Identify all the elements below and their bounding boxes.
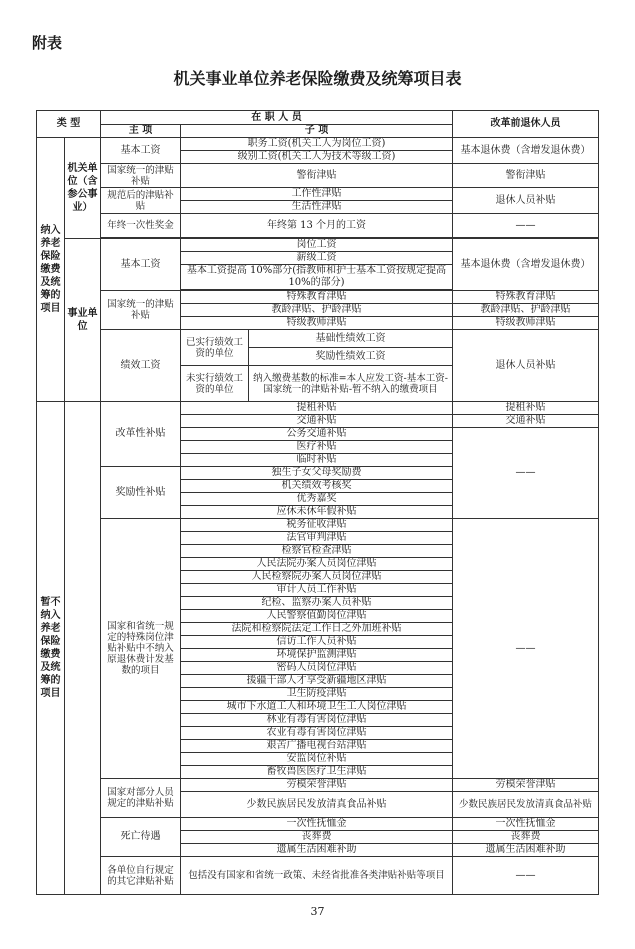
performance-retired: 退休人员补贴 [453, 330, 599, 402]
special-item: 林业有毒有害岗位津贴 [181, 714, 453, 727]
document-title: 机关事业单位养老保险缴费及统筹项目表 [173, 69, 462, 88]
halal-retired: 少数民族居民发放清真食品补贴 [453, 792, 599, 818]
special-item: 环境保护监测津贴 [181, 649, 453, 662]
special-teacher-retired: 特级教师津贴 [453, 317, 599, 330]
dash-retired: —— [453, 428, 599, 519]
inst-basic-wage: 基本工资 [101, 239, 181, 291]
reform-item: 医疗补贴 [181, 441, 453, 454]
reform-item: 交通补贴 [181, 415, 453, 428]
special-edu-retired: 特殊教育津贴 [453, 291, 599, 304]
survivor-subsidy: 遗属生活困难补助 [181, 844, 453, 857]
reward-item: 独生子女父母奖励费 [181, 467, 453, 480]
not-implemented-sub: 纳入缴费基数的标准=本人应发工资-基本工资-国家统一的津贴补贴-暂不纳入的缴费项目 [249, 366, 453, 402]
included-group-label: 纳入养老保险缴费及统筹的项目 [37, 138, 65, 402]
institution-group-label: 事业单位 [65, 239, 101, 402]
sub-item-header: 子 项 [181, 125, 453, 138]
special-item: 援疆干部人才享受新疆地区津贴 [181, 675, 453, 688]
funeral-expense-retired: 丧葬费 [453, 831, 599, 844]
special-item: 城市下水道工人和环境卫生工人岗位津贴 [181, 701, 453, 714]
implemented-units: 已实行绩效工资的单位 [181, 330, 249, 366]
pension-lump-sum-retired: 一次性抚恤金 [453, 818, 599, 831]
reward-allowance: 奖励性补贴 [101, 467, 181, 519]
organ-basic-retired: 基本退休费（含增发退休费） [453, 138, 599, 164]
appendix-label: 附表 [32, 34, 63, 52]
special-item: 税务征收津贴 [181, 519, 453, 532]
excluded-group-label: 暂不纳入养老保险缴费及统筹的项目 [37, 402, 65, 895]
reform-item: 公务交通补贴 [181, 428, 453, 441]
special-item: 密码人员岗位津贴 [181, 662, 453, 675]
special-item: 法院和检察院法定工作日之外加班补贴 [181, 623, 453, 636]
special-item: 信访工作人员补贴 [181, 636, 453, 649]
basic-performance: 基础性绩效工资 [249, 330, 453, 348]
reform-item-retired: 交通补贴 [453, 415, 599, 428]
page-number: 37 [310, 905, 325, 918]
special-item: 纪检、监察办案人员补贴 [181, 597, 453, 610]
organ-basic-sub: 职务工资(机关工人为岗位工资) [181, 138, 453, 151]
post-wage: 岗位工资 [181, 239, 453, 252]
organ-unified-allowance: 国家统一的津贴补贴 [101, 164, 181, 188]
special-edu-allowance: 特殊教育津贴 [181, 291, 453, 304]
special-item: 艰苦广播电视台站津贴 [181, 740, 453, 753]
retired-header: 改革前退休人员 [453, 111, 599, 138]
labor-model-retired: 劳模荣誉津贴 [453, 779, 599, 792]
special-item: 人民法院办案人员岗位津贴 [181, 558, 453, 571]
partial-allowance: 国家对部分人员规定的津贴补贴 [101, 779, 181, 818]
reward-item: 机关绩效考核奖 [181, 480, 453, 493]
reform-allowance: 改革性补贴 [101, 402, 181, 467]
special-item: 畜牧兽医医疗卫生津贴 [181, 766, 453, 779]
reform-item: 临时补贴 [181, 454, 453, 467]
not-implemented-units: 未实行绩效工资的单位 [181, 366, 249, 402]
work-allowance: 工作性津贴 [181, 188, 453, 201]
type-header: 类 型 [37, 111, 101, 138]
organ-basic-wage: 基本工资 [101, 138, 181, 164]
other-allowance-retired: —— [453, 857, 599, 895]
special-item: 审计人员工作补贴 [181, 584, 453, 597]
reform-item-retired: 提租补贴 [453, 402, 599, 415]
funeral-expense: 丧葬费 [181, 831, 453, 844]
inst-unified-allowance: 国家统一的津贴补贴 [101, 291, 181, 330]
raise-ten-percent: 基本工资提高 10%部分(指教师和护士基本工资按规定提高 10%的部分) [181, 265, 453, 290]
special-teacher-allowance: 特级教师津贴 [181, 317, 453, 330]
special-item: 人民检察院办案人员岗位津贴 [181, 571, 453, 584]
special-item: 安监岗位补贴 [181, 753, 453, 766]
excluded-blank-col [65, 402, 101, 895]
survivor-subsidy-retired: 遗属生活困难补助 [453, 844, 599, 857]
other-allowance: 各单位自行规定的其它津贴补贴 [101, 857, 181, 895]
pension-lump-sum: 一次性抚恤金 [181, 818, 453, 831]
halal-allowance: 少数民族居民发放清真食品补贴 [181, 792, 453, 818]
scale-wage: 薪级工资 [181, 252, 453, 265]
special-item: 卫生防疫津贴 [181, 688, 453, 701]
labor-model-allowance: 劳模荣誉津贴 [181, 779, 453, 792]
reward-item: 应休未休年假补贴 [181, 506, 453, 519]
seniority-allowance: 教龄津贴、护龄津贴 [181, 304, 453, 317]
special-post-allowance: 国家和省统一规定的特殊岗位津贴补贴中不纳入原退休费计发基数的项目 [101, 519, 181, 779]
special-item: 农业有毒有害岗位津贴 [181, 727, 453, 740]
other-allowance-sub: 包括没有国家和省统一政策、未经省批准各类津贴补贴等项目 [181, 857, 453, 895]
special-item: 法官审判津贴 [181, 532, 453, 545]
inst-basic-retired: 基本退休费（含增发退休费） [453, 239, 599, 291]
reward-item: 优秀嘉奖 [181, 493, 453, 506]
annual-bonus-sub: 年终第 13 个月的工资 [181, 214, 453, 238]
annual-bonus-retired: —— [453, 214, 599, 238]
pension-items-table [36, 110, 599, 895]
death-benefit: 死亡待遇 [101, 818, 181, 857]
police-allowance-retired: 警衔津贴 [453, 164, 599, 188]
in-service-header: 在 职 人 员 [101, 111, 453, 125]
reward-performance: 奖励性绩效工资 [249, 348, 453, 366]
organ-group-label: 机关单位（含参公事业） [65, 138, 101, 239]
dash-retired: —— [453, 519, 599, 779]
police-allowance: 警衔津贴 [181, 164, 453, 188]
regulated-allowance-retired: 退休人员补贴 [453, 188, 599, 214]
performance-wage: 绩效工资 [101, 330, 181, 402]
organ-basic-sub: 级别工资(机关工人为技术等级工资) [181, 151, 453, 164]
living-allowance: 生活性津贴 [181, 201, 453, 214]
special-item: 人民警察值勤岗位津贴 [181, 610, 453, 623]
regulated-allowance: 规范后的津贴补贴 [101, 188, 181, 214]
reform-item: 提租补贴 [181, 402, 453, 415]
special-item: 检察官检查津贴 [181, 545, 453, 558]
seniority-retired: 教龄津贴、护龄津贴 [453, 304, 599, 317]
annual-bonus: 年终一次性奖金 [101, 214, 181, 238]
main-item-header: 主 项 [101, 125, 181, 138]
